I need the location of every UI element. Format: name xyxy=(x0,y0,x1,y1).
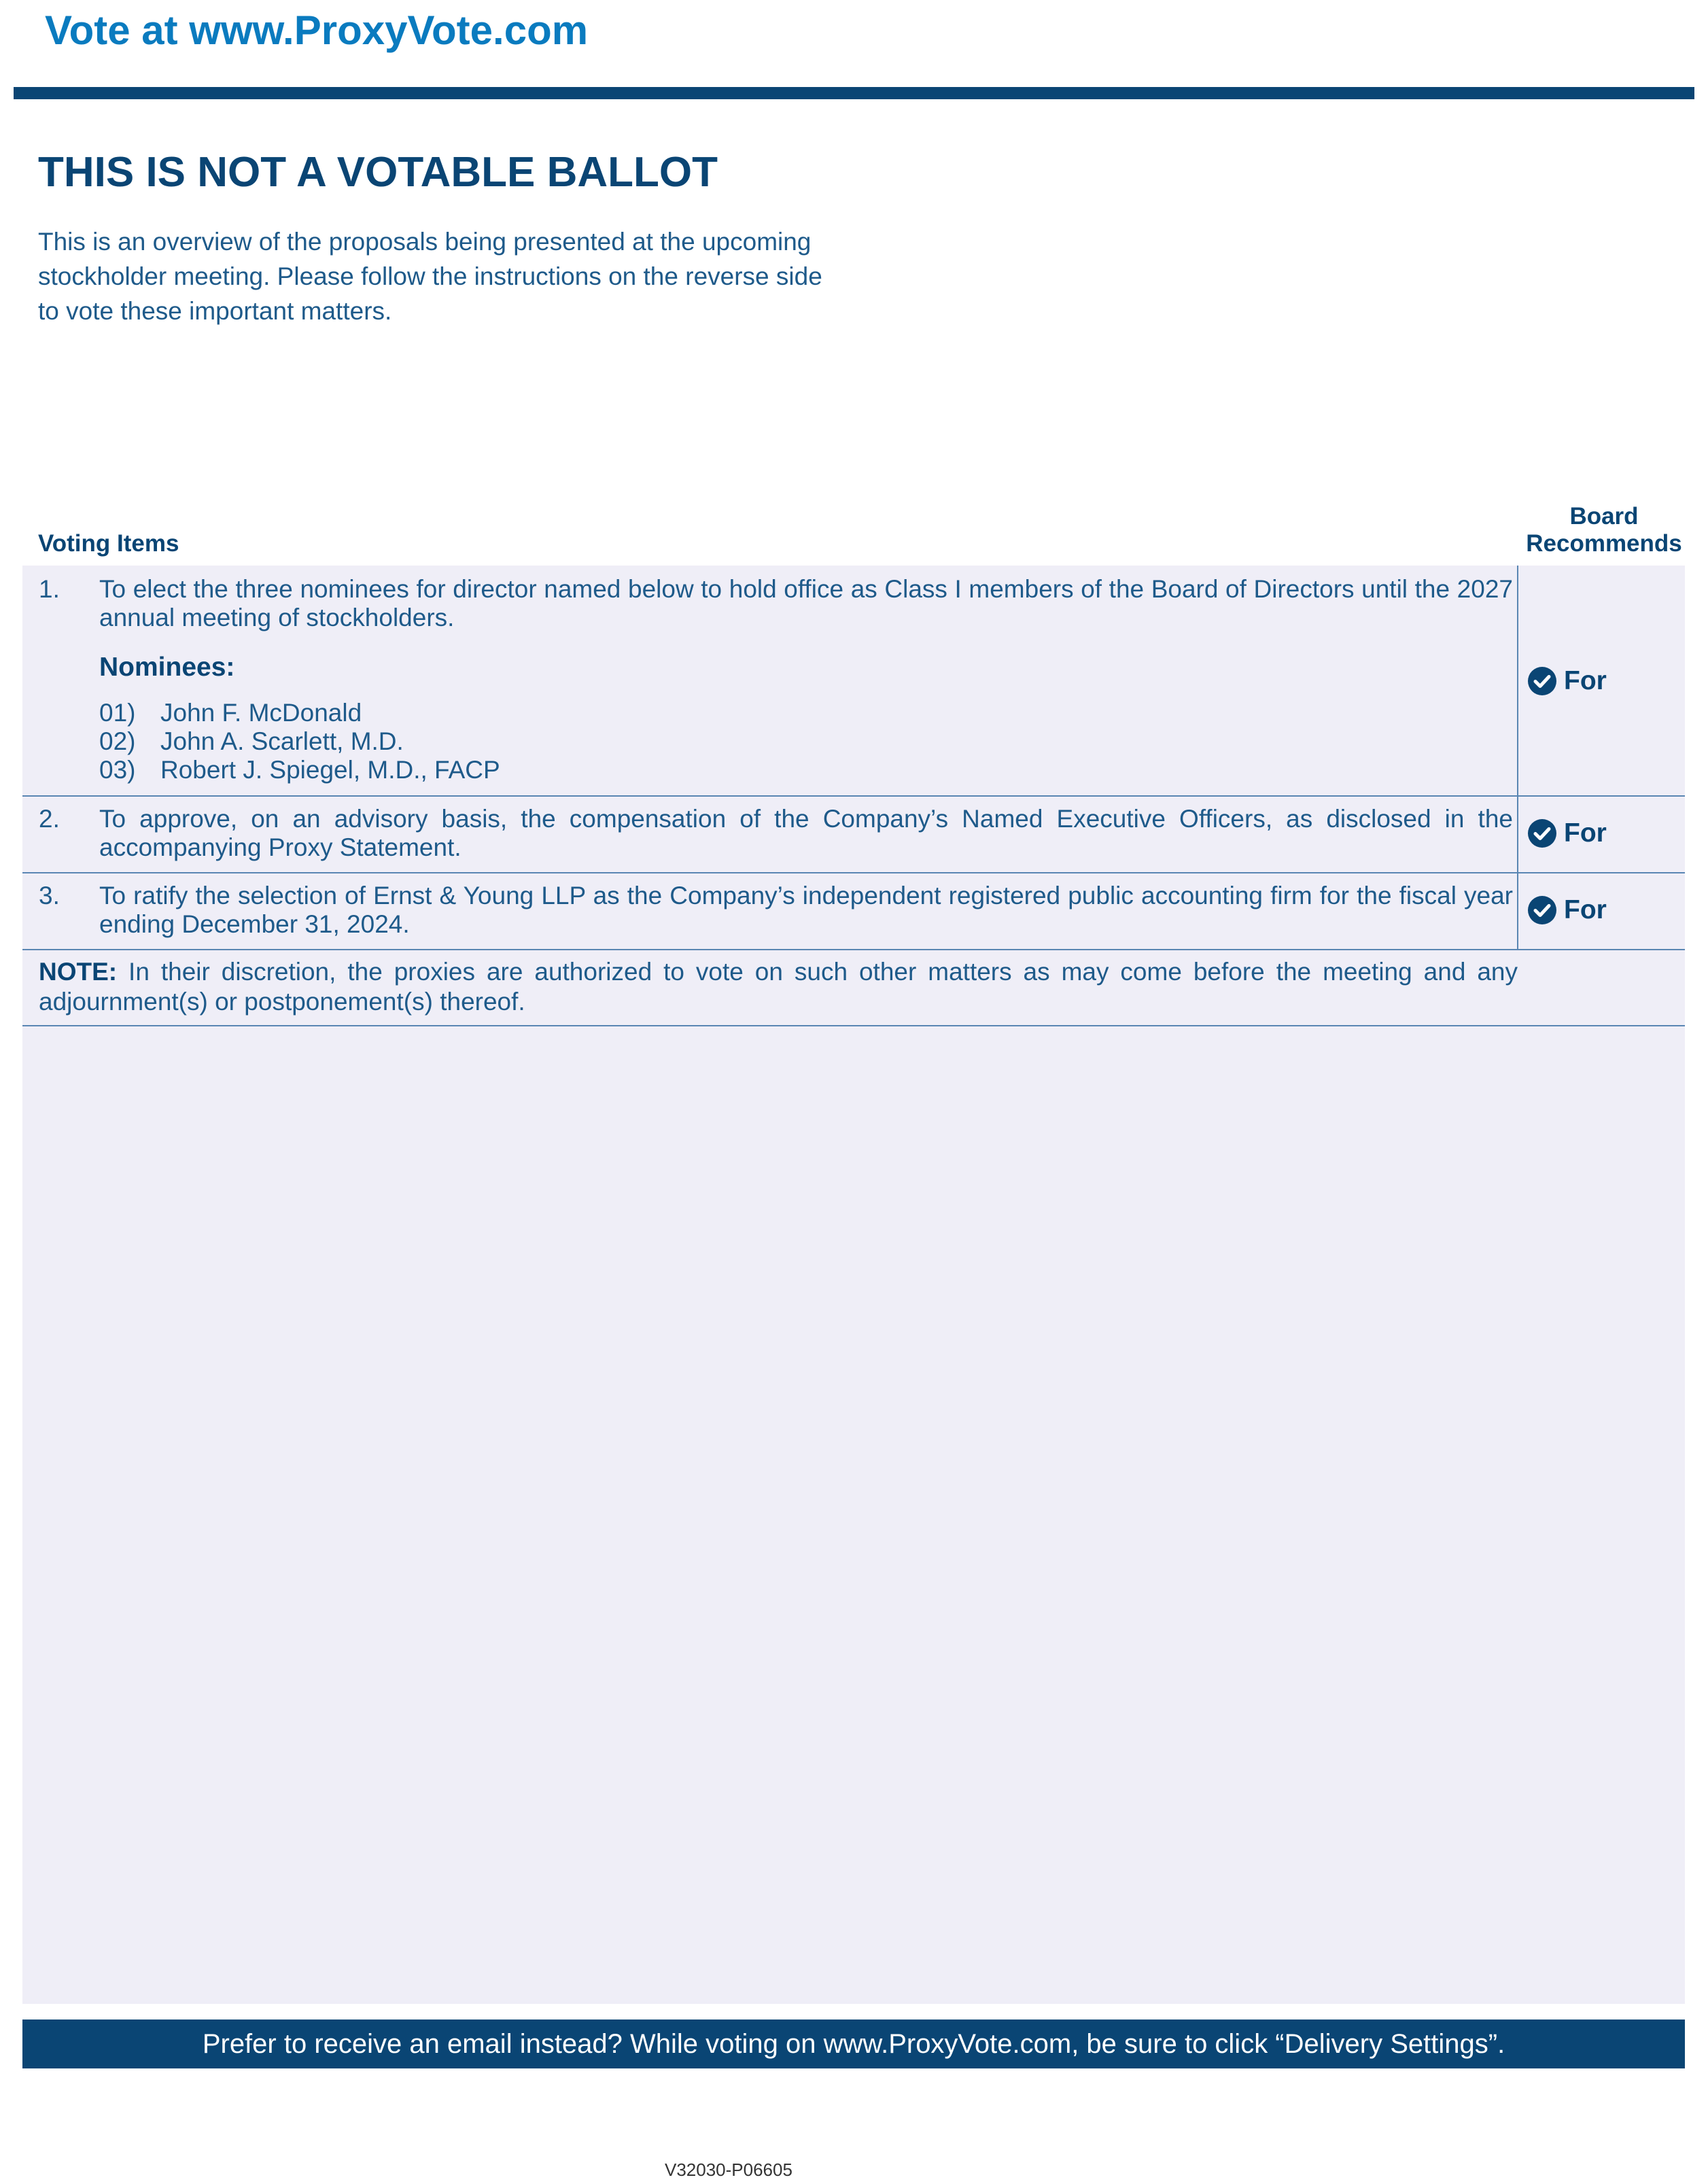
footer-banner xyxy=(22,2020,1685,2068)
nominee-number: 03) xyxy=(99,756,136,784)
header-divider xyxy=(14,87,1694,99)
board-recommendation xyxy=(1527,666,1607,696)
check-circle-icon xyxy=(1527,895,1557,925)
note-row xyxy=(22,950,1685,1026)
column-divider xyxy=(1517,873,1518,949)
nominee-3 xyxy=(99,756,500,784)
nominee-2 xyxy=(99,727,404,756)
board-recommends-line1: Board xyxy=(1569,503,1639,530)
voting-item-1 xyxy=(22,566,1685,797)
note-label: NOTE: xyxy=(39,958,118,986)
header-title[interactable]: Vote at www.ProxyVote.com xyxy=(45,7,589,53)
check-circle-icon xyxy=(1527,666,1557,696)
item-description: To ratify the selection of Ernst & Young LLP as the Company’s independent registered public accounting firm for the fiscal year ending December 31, 2024. xyxy=(99,882,1513,938)
nominee-number: 02) xyxy=(99,727,136,755)
recommendation-label: For xyxy=(1564,818,1607,848)
nominees-label: Nominees: xyxy=(99,653,235,682)
voting-items-table xyxy=(22,566,1685,2004)
nominee-name: John A. Scarlett, M.D. xyxy=(160,727,404,755)
item-description: To approve, on an advisory basis, the compensation of the Company’s Named Executive Officers, as disclosed in the accompanying Proxy Statement. xyxy=(99,805,1513,861)
column-divider xyxy=(1517,566,1518,795)
board-recommendation xyxy=(1527,895,1607,925)
voting-item-2 xyxy=(22,797,1685,873)
board-recommends-line2: Recommends xyxy=(1526,530,1682,557)
notice-title: THIS IS NOT A VOTABLE BALLOT xyxy=(38,149,718,196)
voting-items-header: Voting Items xyxy=(38,530,179,557)
nominee-name: John F. McDonald xyxy=(160,699,362,727)
board-recommends-header xyxy=(1516,503,1692,557)
nominee-name: Robert J. Spiegel, M.D., FACP xyxy=(160,756,500,784)
item-description: To elect the three nominees for director named below to hold office as Class I members of the Board of Directors until the 2027 annual meeting of stockholders. xyxy=(99,575,1513,631)
item-number: 2. xyxy=(39,805,60,833)
nominee-number: 01) xyxy=(99,699,136,727)
item-number: 1. xyxy=(39,575,60,603)
intro-text: This is an overview of the proposals being presented at the upcoming stockholder meeting. Please follow the instructions on the reverse side to vote these important matters. xyxy=(38,228,822,325)
footer-text[interactable]: Prefer to receive an email instead? While voting on www.ProxyVote.com, be sure to click “Delivery Settings”. xyxy=(202,2028,1505,2059)
voting-item-3 xyxy=(22,873,1685,950)
nominee-1 xyxy=(99,699,362,727)
column-divider xyxy=(1517,797,1518,872)
note-body: In their discretion, the proxies are authorized to vote on such other matters as may come before the meeting and any adjournment(s) or postponement(s) thereof. xyxy=(39,958,1518,1016)
note-text xyxy=(39,957,1518,1017)
recommendation-label: For xyxy=(1564,895,1607,924)
board-recommendation xyxy=(1527,818,1607,848)
document-code: V32030-P06605 xyxy=(665,2160,792,2180)
recommendation-label: For xyxy=(1564,666,1607,695)
check-circle-icon xyxy=(1527,818,1557,848)
item-number: 3. xyxy=(39,882,60,909)
